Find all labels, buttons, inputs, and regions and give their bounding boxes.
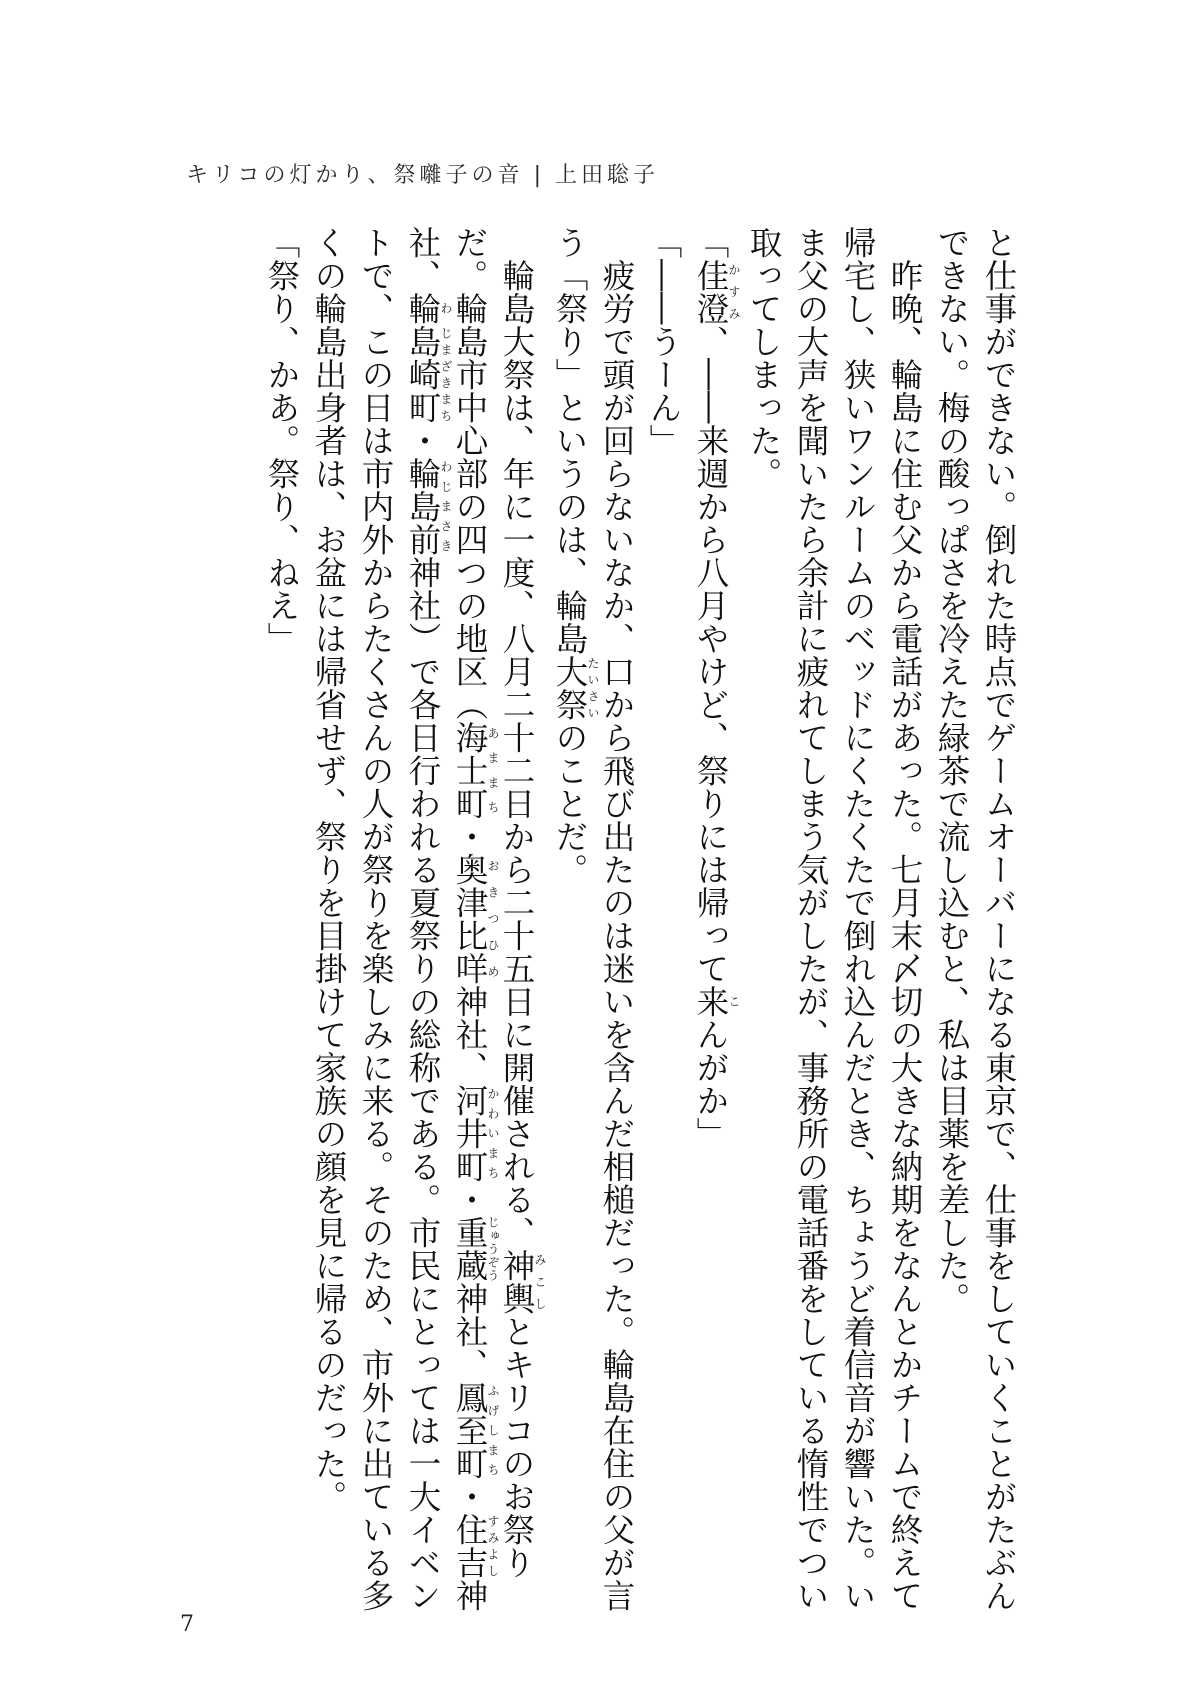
paragraph xyxy=(546,226,640,1626)
ruby-base: 河井町 xyxy=(451,1084,489,1183)
ruby-base: 奥津比咩 xyxy=(451,853,489,985)
ruby-base: 重蔵 xyxy=(451,1216,489,1282)
running-header xyxy=(186,158,686,189)
text-run: ・ xyxy=(451,1480,489,1513)
text-run: 「祭り、かあ。祭り、ねえ」 xyxy=(263,226,301,655)
ruby-annotated-word xyxy=(692,985,741,1018)
text-run: ・ xyxy=(451,820,489,853)
furigana: すみよし xyxy=(486,1513,500,1579)
ruby-annotated-word xyxy=(451,1513,500,1579)
text-run: 神社、 xyxy=(451,1282,489,1381)
ruby-base: 海士町 xyxy=(451,721,489,820)
text-run: 神社、 xyxy=(404,226,489,1612)
paragraph xyxy=(687,226,740,1626)
text-run: と仕事ができない。倒れた時点でゲームオーバーになる東京で、仕事をしていくことがたぶんできない。梅の酸っぱさを冷えた緑茶で流し込むと、私は目薬を差した。 xyxy=(933,226,1018,1612)
ruby-base: 佳澄 xyxy=(692,259,730,325)
ruby-annotated-word xyxy=(451,853,500,985)
text-run: ・ xyxy=(404,424,442,457)
furigana: じまざきまち xyxy=(439,325,453,424)
text-run: とキリコのお祭りだ。輪島市中心部の四つの地区（ xyxy=(451,226,536,1579)
text-run: ・ xyxy=(451,1183,489,1216)
text-run: 昨晩、輪島に住む父から電話があった。七月末〆切の大きな納期をなんとかチームで終えて帰宅し、狭いワンルームのベッドにくたくたで倒れ込んだとき、ちょうど着信音が響いた。いま父の大声を聞いたら余計に疲れてしまう気がしたが、事務所の電話番をしている惰性でつい取ってしまった。 xyxy=(745,226,924,1612)
ruby-base: 島崎町 xyxy=(404,325,442,424)
header-separator: | xyxy=(533,163,545,188)
furigana: わじまさき xyxy=(439,457,453,556)
text-run: 神社、 xyxy=(451,985,489,1084)
paragraph xyxy=(258,226,305,1626)
author-name: 上田聡子 xyxy=(554,163,659,188)
ruby-base: 来 xyxy=(692,985,730,1018)
ruby-base: 輪島前 xyxy=(404,457,442,556)
story-title: キリコの灯かり、祭囃子の音 xyxy=(186,163,524,188)
ruby-annotated-word xyxy=(404,292,453,325)
furigana: わ xyxy=(439,292,453,325)
text-run: んがか」 xyxy=(692,1018,730,1150)
ruby-annotated-word xyxy=(451,1084,500,1183)
furigana: みこし xyxy=(533,1248,547,1315)
ruby-base: 鳳至町 xyxy=(451,1381,489,1480)
paragraph xyxy=(928,226,1022,1626)
page-number: 7 xyxy=(180,1612,194,1637)
furigana: おきつひめ xyxy=(486,853,500,985)
paragraph xyxy=(740,226,928,1626)
text-run: のことだ。 xyxy=(551,721,589,886)
text-run: 「 xyxy=(692,226,730,259)
text-run: 輪島大祭は、年に一度、八月二十二日から二十五日に開催される、 xyxy=(498,258,536,1249)
paragraph xyxy=(305,226,546,1626)
furigana: ふげしまち xyxy=(486,1381,500,1480)
ruby-annotated-word xyxy=(404,325,453,424)
furigana: こ xyxy=(727,985,741,1018)
furigana: かわいまち xyxy=(486,1084,500,1183)
ruby-annotated-word xyxy=(692,259,741,325)
text-run: 「――うーん」 xyxy=(645,226,683,457)
ruby-base: 住吉 xyxy=(451,1513,489,1579)
vertical-body-text xyxy=(176,226,1022,1626)
text-run: 、――来週から八月やけど、祭りには帰って xyxy=(692,325,730,985)
ruby-annotated-word xyxy=(451,1381,500,1480)
furigana: じゅうぞう xyxy=(486,1216,500,1282)
ruby-annotated-word xyxy=(451,1216,500,1282)
ruby-base: 大祭 xyxy=(551,655,589,721)
furigana: かすみ xyxy=(727,259,741,325)
ruby-annotated-word xyxy=(404,457,453,556)
paragraph xyxy=(640,226,687,1626)
ruby-base: 神輿 xyxy=(498,1248,536,1315)
ruby-base: 輪 xyxy=(404,292,442,325)
text-run: 神社）で各日行われる夏祭りの総称である。市民にとっては一大イベントで、この日は市内外からたくさんの人が祭りを楽しみに来る。そのため、市外に出ている多くの輪島出身者は、お盆には帰省せず、祭りを目掛けて家族の顔を見に帰るのだった。 xyxy=(310,226,442,1612)
ruby-annotated-word xyxy=(451,721,500,820)
furigana: あままち xyxy=(486,721,500,820)
ruby-annotated-word xyxy=(498,1248,547,1315)
furigana: たいさい xyxy=(586,655,600,721)
ruby-annotated-word xyxy=(551,655,600,721)
text-run: 疲労で頭が回らないなか、口から飛び出たのは迷いを含んだ相槌だった。輪島在住の父が言う「祭り」というのは、輪島 xyxy=(551,226,636,1612)
